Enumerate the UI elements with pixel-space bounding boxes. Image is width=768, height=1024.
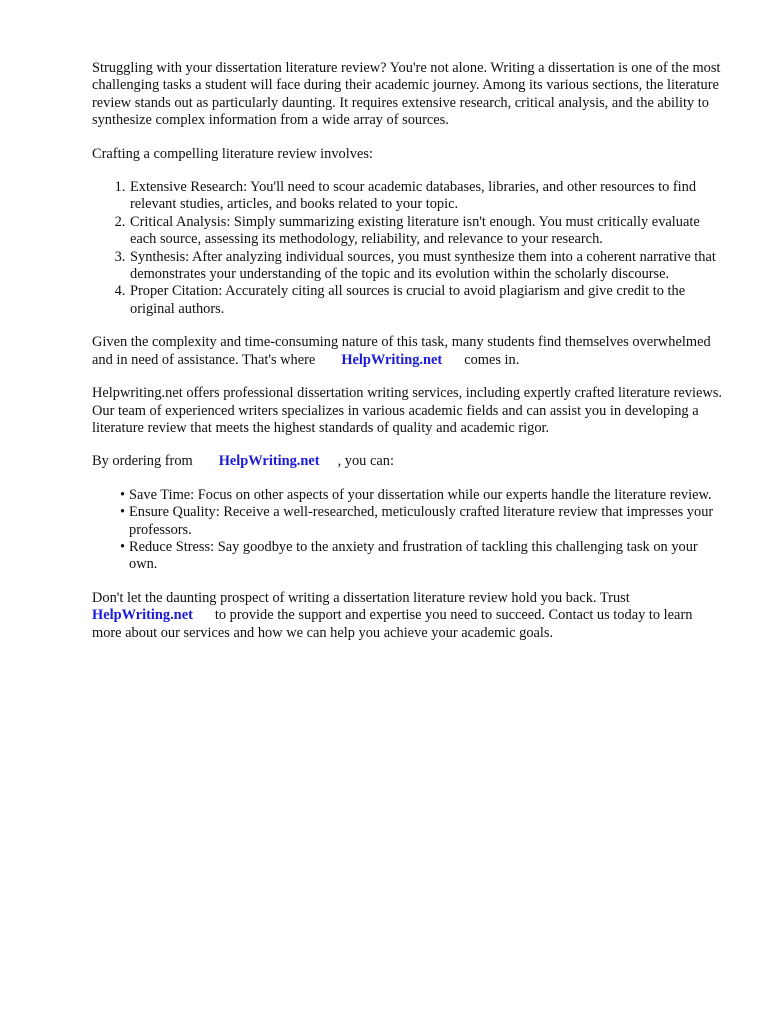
helpwriting-link[interactable]: HelpWriting.net [92, 607, 193, 624]
benefits-list [92, 487, 722, 574]
document-body [92, 60, 722, 658]
closing-text-end: to provide the support and expertise you need to succeed. Contact us today to learn more about our services and how we can help you achieve your academic goals. [92, 607, 693, 641]
complexity-paragraph [92, 334, 722, 369]
steps-list [92, 179, 722, 318]
helpwriting-link[interactable]: HelpWriting.net [218, 453, 320, 470]
crafting-heading: Crafting a compelling literature review involves: [92, 145, 373, 162]
list-item: • Save Time: Focus on other aspects of your dissertation while our experts handle the literature review. [129, 487, 722, 504]
helpwriting-link[interactable]: HelpWriting.net [341, 351, 443, 368]
list-item: • Reduce Stress: Say goodbye to the anxiety and frustration of tackling this challenging task on your own. [129, 539, 722, 574]
list-item: 1. Extensive Research: You'll need to scour academic databases, libraries, and other resources to find relevant studies, articles, and books related to your topic. [129, 179, 722, 214]
ordering-text-end: , you can: [337, 453, 394, 470]
ordering-text: By ordering from [92, 453, 193, 470]
ordering-paragraph [92, 453, 722, 470]
services-paragraph: Helpwriting.net offers professional dissertation writing services, including expertly crafted literature reviews. Our team of experienced writers specializes in various academic fields and can assist you in developing a literature review that meets the highest standards of quality and academic rigor. [92, 385, 722, 436]
closing-paragraph [92, 590, 722, 642]
intro-paragraph: Struggling with your dissertation literature review? You're not alone. Writing a dissertation is one of the most challenging tasks a student will face during their academic journey. Among its various sections, the literature review stands out as particularly daunting. It requires extensive research, critical analysis, and the ability to synthesize complex information from a wide array of sources. [92, 60, 721, 129]
closing-text: Don't let the daunting prospect of writing a dissertation literature review hold you back. Trust [92, 589, 630, 606]
list-item: 2. Critical Analysis: Simply summarizing existing literature isn't enough. You must critically evaluate each source, assessing its methodology, reliability, and relevance to your research. [129, 214, 722, 249]
list-item: 3. Synthesis: After analyzing individual sources, you must synthesize them into a coherent narrative that demonstrates your understanding of the topic and its evolution within the scholarly discourse. [129, 249, 722, 284]
list-item: • Ensure Quality: Receive a well-researched, meticulously crafted literature review that impresses your professors. [129, 504, 722, 539]
complexity-text-end: comes in. [464, 351, 520, 368]
list-item: 4. Proper Citation: Accurately citing all sources is crucial to avoid plagiarism and give credit to the original authors. [129, 283, 722, 318]
complexity-text: Given the complexity and time-consuming nature of this task, many students find themselves overwhelmed and in need of assistance. That's where [92, 334, 711, 368]
